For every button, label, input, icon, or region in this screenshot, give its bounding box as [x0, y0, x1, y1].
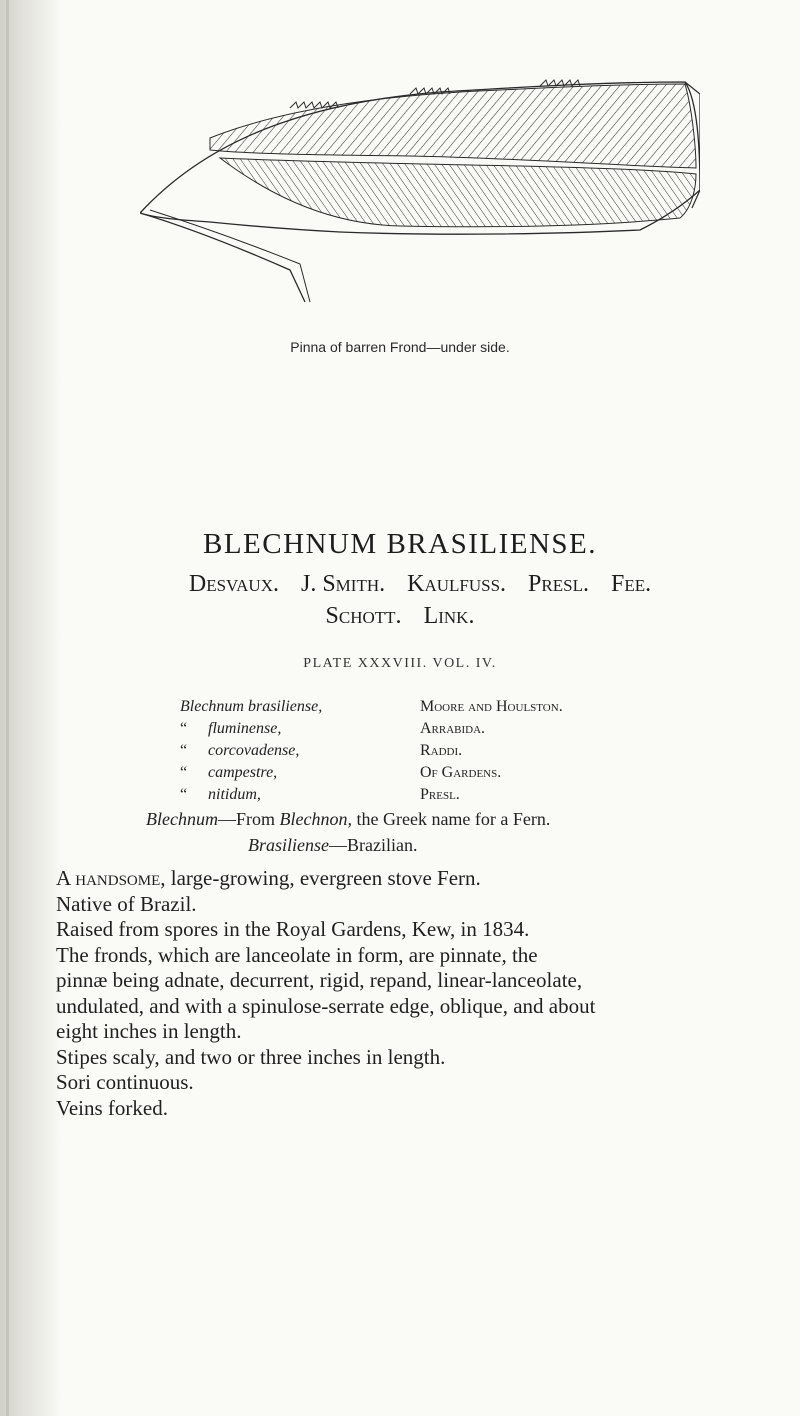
description-line: eight inches in length.: [56, 1019, 242, 1043]
page-edge-line: [6, 0, 9, 1416]
species-title: BLECHNUM BRASILIENSE.: [202, 528, 597, 560]
synonym-name-row: [180, 784, 360, 806]
synonym-name: Blechnum brasiliense,: [180, 698, 323, 715]
description-line: Stipes scaly, and two or three inches in length.: [56, 1044, 446, 1069]
figure-caption: Pinna of barren Frond—under side.: [290, 339, 510, 355]
author-j-smith: J. Smith.: [300, 571, 386, 597]
synonym-name: nitidum,: [208, 786, 261, 803]
genus-greek: Blechnon,: [279, 809, 352, 829]
ditto-mark: “: [180, 742, 188, 759]
pinna-illustration: [140, 58, 700, 330]
species-description: [56, 866, 756, 1121]
synonym-name: corcovadense,: [208, 742, 300, 759]
synonym-name: campestre,: [208, 764, 278, 781]
plate-reference: PLATE XXXVIII. VOL. IV.: [303, 656, 497, 671]
synonym-authority: Arrabida.: [420, 720, 486, 737]
genus-text-a: —From: [217, 809, 280, 829]
authors-line-2: [0, 603, 800, 630]
description-line: Veins forked.: [56, 1095, 168, 1120]
species-name: Brasiliense: [248, 835, 329, 855]
author-kaulfuss: Kaulfuss.: [407, 571, 507, 597]
species-text: —Brazilian.: [329, 835, 418, 855]
ditto-mark: “: [180, 764, 188, 781]
synonym-authority: Moore and Houlston.: [420, 698, 563, 715]
page-gutter-shadow: [0, 0, 62, 1416]
synonym-name: fluminense,: [208, 720, 282, 737]
author-presl: Presl.: [528, 571, 589, 597]
synonym-authority: Raddi.: [420, 742, 463, 759]
synonym-authorities: [420, 696, 750, 806]
genus-text-b: the Greek name for a Fern.: [351, 809, 551, 829]
description-line: [56, 866, 756, 892]
synonym-name-row: [180, 718, 360, 740]
author-desvaux: Desvaux.: [188, 571, 279, 597]
description-line1-rest: large-growing, evergreen stove Fern.: [165, 866, 481, 890]
authors-line-1: [20, 571, 800, 598]
author-schott: Schott.: [325, 603, 402, 629]
author-fee: Fee.: [610, 571, 652, 597]
description-line: The fronds, which are lanceolate in form, are pinnate, the: [56, 942, 538, 967]
synonym-name-row: [180, 762, 360, 784]
synonym-authority: Of Gardens.: [420, 764, 502, 781]
author-link: Link.: [423, 603, 475, 629]
ditto-mark: “: [180, 786, 188, 803]
synonym-name-row: [180, 740, 360, 762]
description-line: Native of Brazil.: [56, 891, 197, 916]
description-line: pinnæ being adnate, decurrent, rigid, repand, linear-lanceolate,: [56, 968, 583, 992]
species-etymology: [248, 835, 417, 856]
description-intro: A handsome,: [56, 866, 166, 890]
description-line: Raised from spores in the Royal Gardens, Kew, in 1834.: [56, 917, 530, 941]
synonym-names: [180, 696, 360, 806]
description-line: undulated, and with a spinulose-serrate edge, oblique, and about: [56, 993, 596, 1018]
genus-etymology: [146, 809, 550, 830]
description-line: Sori continuous.: [56, 1070, 194, 1094]
ditto-mark: “: [180, 720, 188, 737]
synonym-authority: Presl.: [420, 786, 460, 803]
genus-name: Blechnum: [146, 809, 218, 829]
